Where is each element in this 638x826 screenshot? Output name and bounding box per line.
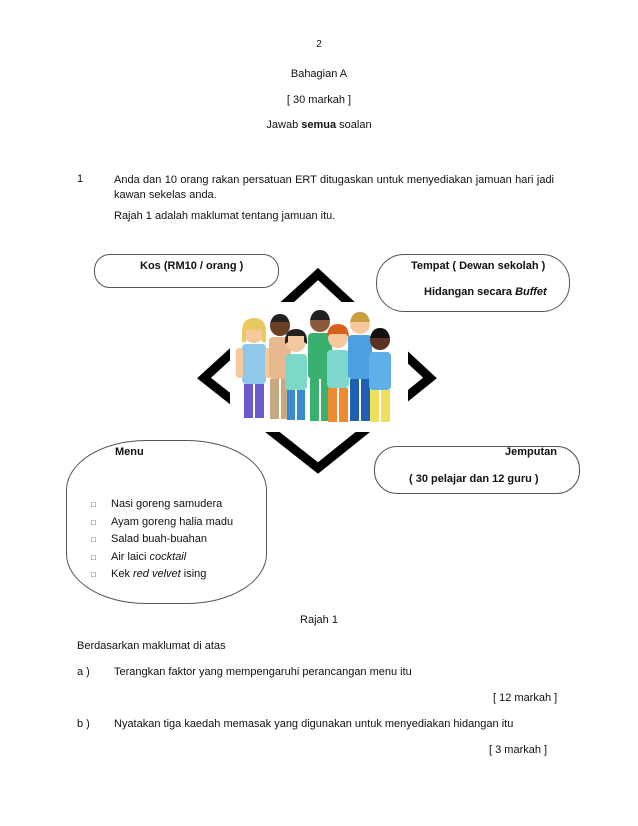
instruction-bold: semua: [301, 119, 337, 131]
kos-label: Kos (RM10 / orang ): [140, 260, 244, 272]
hidangan-label: [424, 286, 547, 298]
menu-list: [91, 496, 233, 584]
figure-intro: Rajah 1 adalah maklumat tentang jamuan itu.: [114, 210, 336, 222]
figure-caption: Rajah 1: [300, 614, 338, 626]
hidangan-prefix: Hidangan secara: [424, 286, 513, 298]
page-number: 2: [316, 39, 322, 50]
list-item: □ Salad buah-buahan: [91, 531, 233, 549]
section-marks: [ 30 markah ]: [286, 94, 352, 106]
menu-title: Menu: [115, 446, 144, 458]
question-b-text: Nyatakan tiga kaedah memasak yang digunakan untuk menyediakan hidangan itu: [114, 718, 514, 730]
list-item: □ Ayam goreng halia madu: [91, 514, 233, 532]
instruction-prefix: Jawab: [266, 119, 299, 131]
question-a-text: Terangkan faktor yang mempengaruhi perancangan menu itu: [114, 666, 412, 678]
bullet-icon: □: [91, 500, 96, 509]
tempat-label: Tempat ( Dewan sekolah ): [411, 260, 546, 272]
bullet-icon: □: [91, 570, 96, 579]
question-text: Anda dan 10 orang rakan persatuan ERT ditugaskan untuk menyediakan jamuan hari jadi kawan sekelas anda.: [114, 174, 554, 201]
instruction-suffix: soalan: [339, 119, 372, 131]
bullet-icon: □: [91, 535, 96, 544]
section-instruction: [0, 119, 638, 131]
question-a-label: a ): [77, 666, 90, 678]
hidangan-italic: Buffet: [515, 286, 547, 298]
list-item: □ Nasi goreng samudera: [91, 496, 233, 514]
bullet-icon: □: [91, 517, 96, 527]
question-b-label: b ): [77, 718, 90, 730]
people-illustration: [236, 310, 391, 422]
questions-intro: Berdasarkan maklumat di atas: [77, 640, 226, 652]
jemputan-title: Jemputan: [505, 446, 557, 458]
question-b-marks: [ 3 markah ]: [489, 744, 548, 756]
list-item: □ Air laici cocktail: [91, 549, 233, 567]
jemputan-detail: ( 30 pelajar dan 12 guru ): [409, 473, 539, 485]
list-item: □ Kek red velvet ising: [91, 566, 233, 584]
question-a-marks: [ 12 markah ]: [493, 692, 558, 704]
question-number: 1: [77, 173, 84, 185]
section-title: Bahagian A: [290, 68, 348, 80]
bullet-icon: □: [91, 552, 96, 562]
